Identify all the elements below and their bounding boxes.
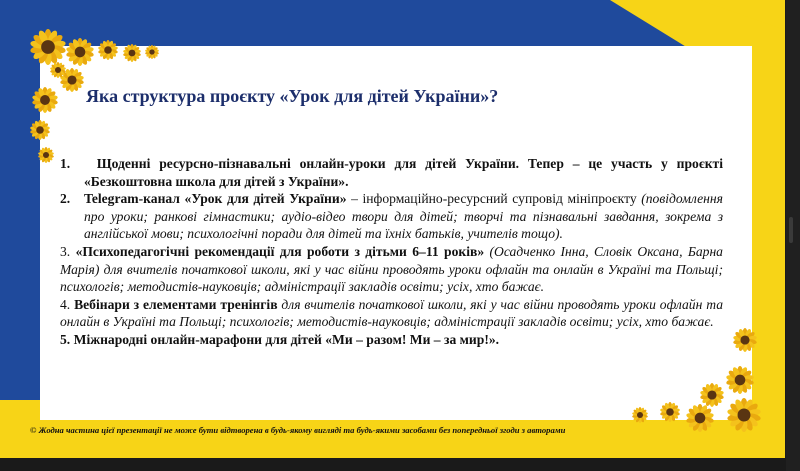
sunflower-icon xyxy=(121,42,143,64)
bottom-bar xyxy=(0,458,786,471)
slide-list xyxy=(60,155,723,349)
sunflower-icon xyxy=(725,396,763,434)
sunflower-icon xyxy=(731,326,759,354)
list-item: 2. Telegram-канал «Урок для дітей України» – інформаційно-ресурсний супровід мініпроєкту (повідомлення про уроки; ранкові гімнастики; аудіо-відео твори для дітей; творчі та пізнавальні завдання, зокрема з англійської мови; психологічні поради для дітей та їхніх батьків, учителів тощо). xyxy=(60,191,723,242)
sunflower-icon xyxy=(96,38,120,62)
list-item: 5. Міжнародні онлайн-марафони для дітей «Ми – разом! Ми – за мир!». xyxy=(60,331,500,347)
slide-title: Яка структура проєкту «Урок для дітей України»? xyxy=(86,86,499,106)
sunflower-icon xyxy=(36,145,56,165)
sunflower-icon xyxy=(48,60,68,80)
list-item: 1. Щоденні ресурсно-пізнавальні онлайн-уроки для дітей України. Тепер – це участь у проєкті «Безкоштовна школа для дітей з України». xyxy=(60,156,723,189)
list-item: 4. Вебінари з елементами тренінгів для вчителів початкової школи, які у час війни проводять уроки офлайн та онлайн в Україні та Польщі; психологів; методистів-науковців; адміністрації закладів освіти; усіх, хто бажає. xyxy=(60,296,723,330)
sunflower-icon xyxy=(64,36,96,68)
sunflower-icon xyxy=(630,405,650,425)
sunflower-icon xyxy=(658,400,682,424)
copyright-footer: © Жодна частина цієї презентації не може бути відтворена в будь-якому вигляді та будь-якими засобами без попередньої згоди з авторами xyxy=(30,425,566,435)
sunflower-icon xyxy=(28,118,52,142)
sunflower-icon xyxy=(30,85,60,115)
list-item: 3. «Психопедагогічні рекомендації для роботи з дітьми 6–11 років» (Осадченко Інна, Словік Оксана, Барна Марія) для вчителів початкової школи, які у час війни проводять уроки офлайн та онлайн в Україні та Польщі; психологів; методистів-науковців; адміністрації закладів освіти; усіх, хто бажає. xyxy=(60,243,723,295)
sunflower-icon xyxy=(724,364,756,396)
vertical-scrollbar[interactable] xyxy=(786,0,800,471)
scrollbar-thumb[interactable] xyxy=(789,217,793,243)
sunflower-icon xyxy=(143,43,161,61)
sunflower-icon xyxy=(684,402,716,434)
